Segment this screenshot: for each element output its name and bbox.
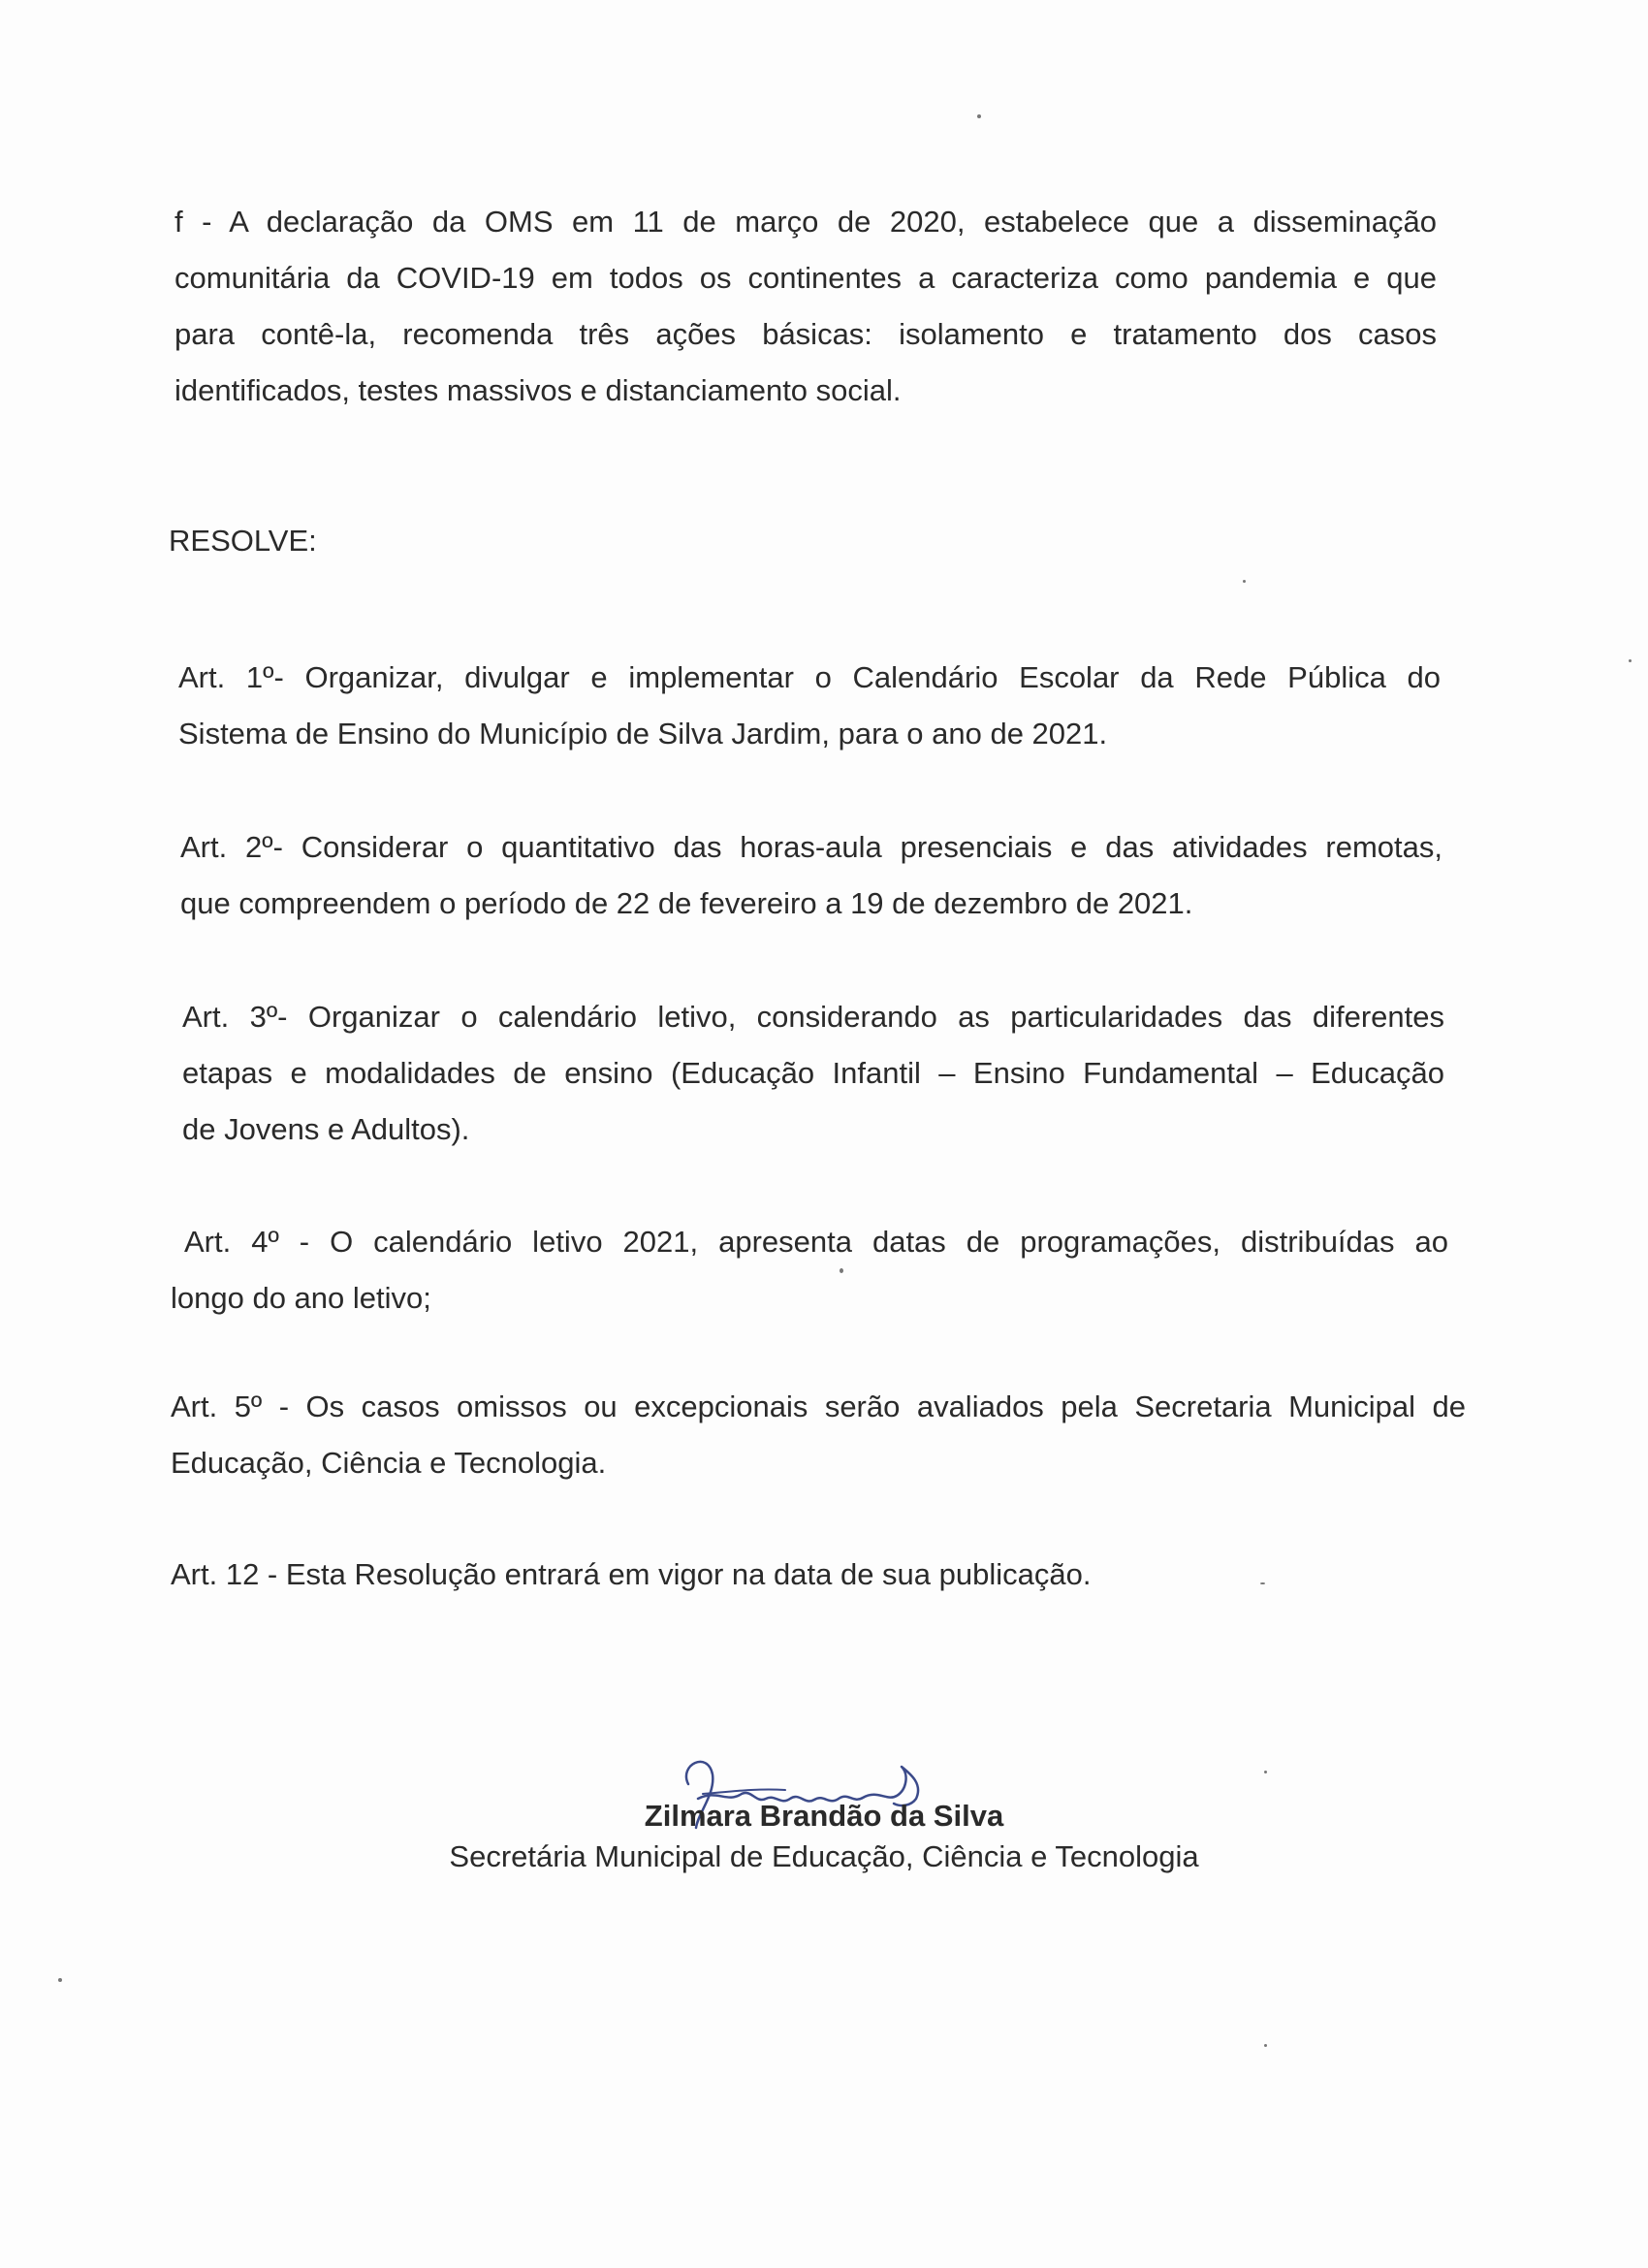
signatory-name: Zilmara Brandão da Silva	[644, 1799, 1004, 1833]
paragraph-line: longo do ano letivo;	[171, 1281, 431, 1315]
paragraph-line: Art. 5º - Os casos omissos ou excepcionais serão avaliados pela Secretaria Municipal de	[171, 1390, 1466, 1423]
paragraph-line: identificados, testes massivos e distanciamento social.	[174, 373, 902, 407]
scan-speck	[58, 1978, 62, 1982]
paragraph-line: Art. 1º- Organizar, divulgar e implementar o Calendário Escolar da Rede Pública do	[178, 660, 1441, 694]
paragraph-f	[174, 194, 1437, 419]
signature-block	[368, 1799, 1280, 1874]
scan-speck	[977, 114, 981, 118]
article-2	[180, 819, 1442, 932]
signatory-role: Secretária Municipal de Educação, Ciência e Tecnologia	[449, 1839, 1199, 1873]
scan-speck	[1264, 2044, 1267, 2047]
paragraph-line: Art. 12 - Esta Resolução entrará em vigor na data de sua publicação.	[171, 1557, 1092, 1591]
article-12	[171, 1547, 1450, 1603]
paragraph-line: f - A declaração da OMS em 11 de março de 2020, estabelece que a disseminação	[174, 205, 1437, 239]
scan-speck	[1264, 1771, 1267, 1773]
article-5	[171, 1379, 1466, 1491]
paragraph-line: Educação, Ciência e Tecnologia.	[171, 1446, 607, 1480]
scan-speck	[1243, 580, 1246, 583]
article-4	[171, 1214, 1448, 1326]
paragraph-line: que compreendem o período de 22 de fevereiro a 19 de dezembro de 2021.	[180, 886, 1193, 920]
resolve-heading: RESOLVE:	[169, 524, 317, 558]
scan-speck	[1260, 1582, 1265, 1584]
article-3	[182, 989, 1444, 1158]
paragraph-line: para contê-la, recomenda três ações básicas: isolamento e tratamento dos casos	[174, 317, 1437, 351]
paragraph-line: de Jovens e Adultos).	[182, 1112, 470, 1146]
article-1	[178, 650, 1441, 762]
paragraph-line: Art. 2º- Considerar o quantitativo das horas-aula presenciais e das atividades remotas,	[180, 830, 1442, 864]
paragraph-line: Art. 4º - O calendário letivo 2021, apresenta datas de programações, distribuídas ao	[184, 1225, 1448, 1259]
paragraph-line: Art. 3º- Organizar o calendário letivo, considerando as particularidades das diferentes	[182, 1000, 1444, 1034]
paragraph-line: etapas e modalidades de ensino (Educação Infantil – Ensino Fundamental – Educação	[182, 1056, 1444, 1090]
scan-speck	[840, 1268, 843, 1273]
scan-speck	[1629, 659, 1632, 662]
paragraph-line: Sistema de Ensino do Município de Silva Jardim, para o ano de 2021.	[178, 717, 1108, 751]
paragraph-line: comunitária da COVID-19 em todos os continentes a caracteriza como pandemia e que	[174, 261, 1437, 295]
